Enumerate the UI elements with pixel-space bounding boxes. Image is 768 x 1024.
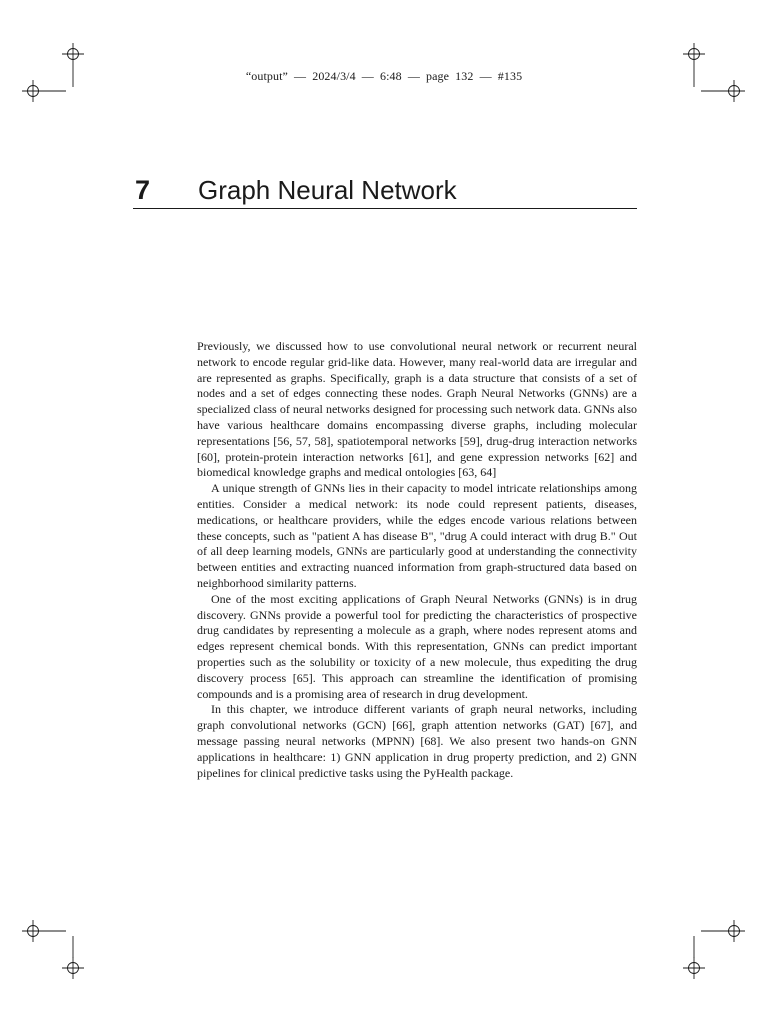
crop-mark-icon xyxy=(62,936,84,958)
registration-mark-icon xyxy=(22,920,44,942)
chapter-number: 7 xyxy=(135,175,151,205)
registration-mark-icon xyxy=(22,80,44,102)
registration-mark-icon xyxy=(62,43,84,65)
paragraph: In this chapter, we introduce different variants of graph neural networks, including graph convolutional networks (GCN) [66], graph attention networks (GAT) [67], and message passing neural networks (MPNN) [68]. We also present two hands-on GNN applications in healthcare: 1) GNN application in drug property prediction, and 2) GNN pipelines for clinical predictive tasks using the PyHealth package. xyxy=(197,702,637,780)
paragraph: Previously, we discussed how to use convolutional neural network or recurrent neural network to encode regular grid-like data. However, many real-world data are irregular and are represented as graphs. Specifically, graph is a data structure that consists of a set of nodes and a set of edges connecting these nodes. Graph Neural Networks (GNNs) are a specialized class of neural networks designed for processing such network data. GNNs also have various healthcare domains encompassing diverse graphs, including molecular representations [56, 57, 58], spatiotemporal networks [59], drug-drug interaction networks [60], protein-protein interaction networks [61], and gene expression networks [62] and biomedical knowledge graphs and medical ontologies [63, 64] xyxy=(197,339,637,480)
paragraph: One of the most exciting applications of Graph Neural Networks (GNNs) is in drug discovery. GNNs provide a powerful tool for predicting the characteristics of prospective drug candidates by representing a molecule as a graph, where nodes represent atoms and edges represent chemical bonds. With this representation, GNNs can predict important properties such as the solubility or toxicity of a new molecule, thus expediting the drug discovery process [65]. This approach can streamline the identification of promising compounds and is a promising area of research in drug development. xyxy=(197,591,637,701)
registration-mark-icon xyxy=(683,43,705,65)
crop-mark-icon xyxy=(44,80,66,102)
chapter-title: Graph Neural Network xyxy=(198,175,457,205)
chapter-heading xyxy=(133,168,637,209)
running-header: “output” — 2024/3/4 — 6:48 — page 132 — #135 xyxy=(245,69,523,83)
registration-mark-icon xyxy=(723,920,745,942)
crop-mark-icon xyxy=(701,80,723,102)
chapter-intro xyxy=(197,339,637,781)
registration-mark-icon xyxy=(62,957,84,979)
crop-mark-icon xyxy=(683,936,705,958)
paragraph: A unique strength of GNNs lies in their capacity to model intricate relationships among entities. Consider a medical network: its node could represent patients, diseases, medications, or healthcare providers, while the edges encode various relations between these concepts, such as "patient A has disease B", "drug A could interact with drug B." Out of all deep learning models, GNNs are particularly good at understanding the connectivity between entities and extracting nuanced information from graph-structured data based on neighborhood similarity patterns. xyxy=(197,481,637,590)
registration-mark-icon xyxy=(723,80,745,102)
registration-mark-icon xyxy=(683,957,705,979)
